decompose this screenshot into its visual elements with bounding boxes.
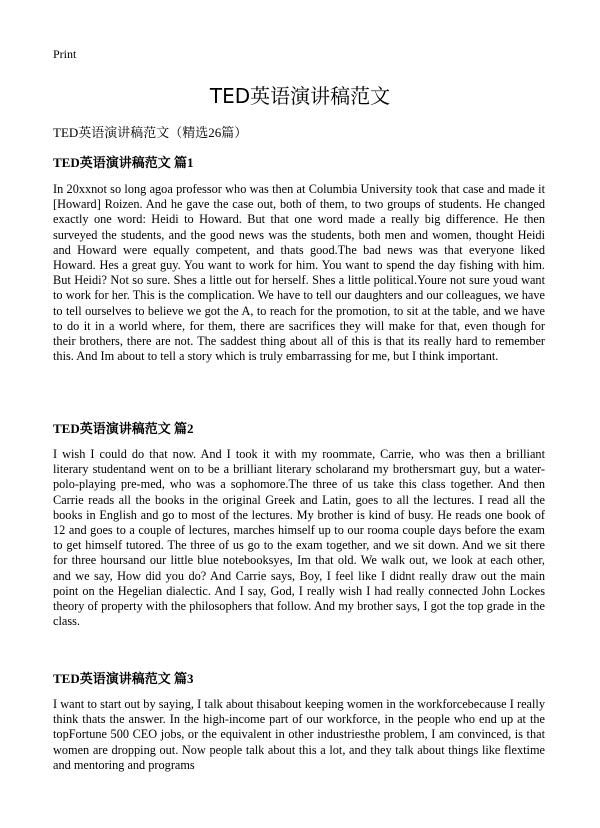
section-body-2: I wish I could do that now. And I took it with my roommate, Carrie, who was then a brilliant literary studentand went on to be a brilliant literary scholarand my brothersmart guy, but a water-polo-playing pre-med, who was a sophomore.The three of us take this class together. And then Carrie reads all the books in the original Greek and Latin, goes to all the lectures. I read all the books in English and go to most of the lectures. My brother is kind of busy. He reads one book of 12 and goes to a couple of lectures, marches himself up to our rooma couple days before the exam to get himself tutored. The three of us go to the exam together, and we sit down. And we sit there for three hoursand our little blue notebooksyes, Im that old. We walk out, we look at each other, and we say, How did you do? And Carrie says, Boy, I feel like I didnt really draw out the main point on the Hegelian dialectic. And I say, God, I really wish I had really connected John Lockes theory of property with the philosophers that follow. And my brother says, I got the top grade in the class.: [53, 447, 545, 629]
section-body-3: I want to start out by saying, I talk about thisabout keeping women in the workforcebecause I really think thats the answer. In the high-income part of our workforce, in the people who end up at the topFortune 500 CEO jobs, or the equivalent in other industriesthe problem, I am convinced, is that women are dropping out. Now people talk about this a lot, and they talk about things like flextime and mentoring and programs: [53, 697, 545, 772]
document-subtitle: TED英语演讲稿范文（精选26篇）: [53, 125, 248, 140]
print-label: Print: [53, 47, 77, 61]
section-body-1: In 20xxnot so long agoa professor who was then at Columbia University took that case and made it [Howard] Roizen. And he gave the case out, both of them, to two groups of students. He changed exactly one word: Heidi to Howard. But that one word made a really big difference. He then surveyed the students, and the good news was the students, both men and women, thought Heidi and Howard were equally competent, and thats good.The bad news was that everyone liked Howard. Hes a great guy. You want to work for him. You want to spend the day fishing with him. But Heidi? Not so sure. Shes a little out for herself. Shes a little political.Youre not sure youd want to work for her. This is the complication. We have to tell our daughters and our colleagues, we have to tell ourselves to believe we got the A, to reach for the promotion, to sit at the table, and we have to do it in a world where, for them, there are sacrifices they will make for that, even though for their brothers, there are not. The saddest thing about all of this is that its really hard to remember this. And Im about to tell a story which is truly embarrassing for me, but I think important.: [53, 182, 545, 364]
page-title: TED英语演讲稿范文: [209, 84, 391, 108]
section-heading-1: TED英语演讲稿范文 篇1: [53, 155, 194, 170]
section-heading-3: TED英语演讲稿范文 篇3: [53, 671, 194, 686]
section-heading-2: TED英语演讲稿范文 篇2: [53, 421, 194, 436]
